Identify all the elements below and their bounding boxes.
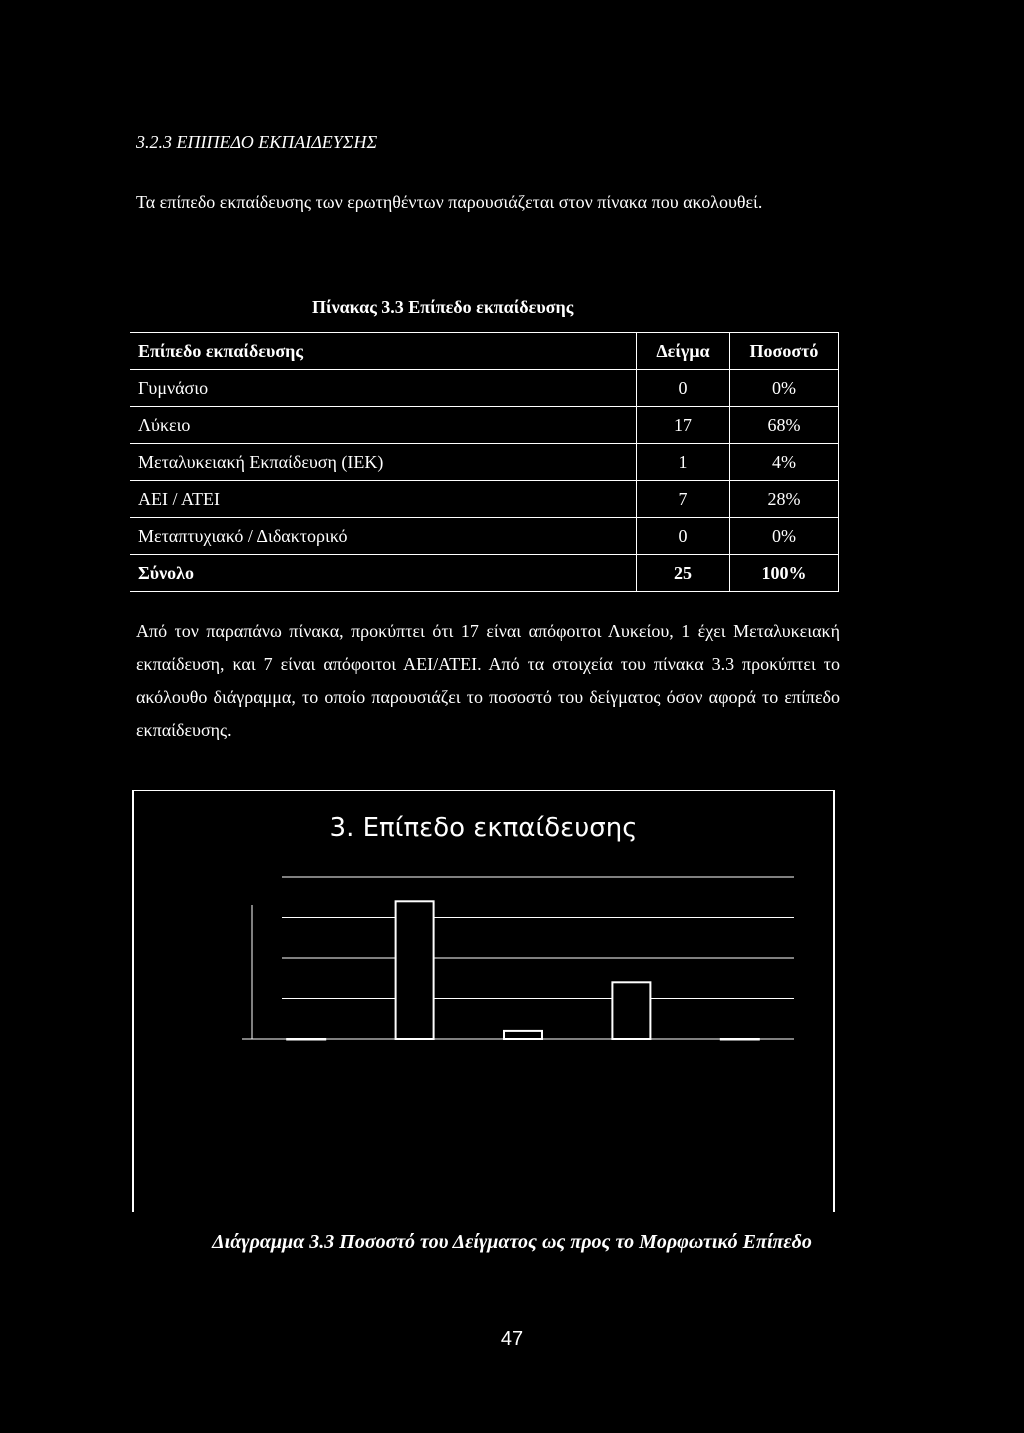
- bar: [287, 1039, 325, 1040]
- chart-title: 3. Επίπεδο εκπαίδευσης: [329, 813, 638, 843]
- total-percent: 100%: [730, 555, 839, 592]
- table-header-row: [130, 333, 839, 370]
- table-row: [130, 407, 839, 444]
- total-label: Σύνολο: [130, 555, 637, 592]
- bar-chart: [134, 791, 833, 1212]
- page-number: 47: [500, 1328, 524, 1350]
- row-percent: 4%: [730, 444, 839, 481]
- row-label: Μεταλυκειακή Εκπαίδευση (ΙΕΚ): [130, 444, 637, 481]
- row-percent: 0%: [730, 518, 839, 555]
- table-total-row: [130, 555, 839, 592]
- chart-frame: [132, 790, 835, 1212]
- table-row: [130, 481, 839, 518]
- chart-caption: Διάγραμμα 3.3 Ποσοστό του Δείγματος ως προς το Μορφωτικό Επίπεδο: [212, 1231, 812, 1253]
- row-sample: 17: [637, 407, 730, 444]
- analysis-paragraph: Από τον παραπάνω πίνακα, προκύπτει ότι 17 είναι απόφοιτοι Λυκείου, 1 έχει Μεταλυκειακή εκπαίδευση, και 7 είναι απόφοιτοι ΑΕΙ/ΑΤΕΙ. Από τα στοιχεία του πίνακα 3.3 προκύπτει το ακόλουθο διάγραμμα, το οποίο παρουσιάζει το ποσοστό του δείγματος όσον αφορά το επίπεδο εκπαίδευσης.: [136, 621, 840, 740]
- bar: [721, 1039, 759, 1040]
- bar: [612, 982, 650, 1039]
- row-sample: 7: [637, 481, 730, 518]
- table-row: [130, 370, 839, 407]
- section-heading: 3.2.3 ΕΠΙΠΕΔΟ ΕΚΠΑΙΔΕΥΣΗΣ: [136, 132, 378, 152]
- row-sample: 0: [637, 370, 730, 407]
- row-percent: 28%: [730, 481, 839, 518]
- education-table: [130, 332, 839, 592]
- row-percent: 0%: [730, 370, 839, 407]
- bar: [504, 1031, 542, 1039]
- table-caption: Πίνακας 3.3 Επίπεδο εκπαίδευσης: [312, 297, 574, 317]
- row-percent: 68%: [730, 407, 839, 444]
- row-sample: 1: [637, 444, 730, 481]
- header-sample: Δείγμα: [637, 333, 730, 370]
- row-label: ΑΕΙ / ΑΤΕΙ: [130, 481, 637, 518]
- table-row: [130, 518, 839, 555]
- header-percent: Ποσοστό: [730, 333, 839, 370]
- row-sample: 0: [637, 518, 730, 555]
- row-label: Μεταπτυχιακό / Διδακτορικό: [130, 518, 637, 555]
- bar: [396, 901, 434, 1039]
- intro-paragraph: Τα επίπεδο εκπαίδευσης των ερωτηθέντων παρουσιάζεται στον πίνακα που ακολουθεί.: [136, 192, 763, 212]
- header-level: Επίπεδο εκπαίδευσης: [130, 333, 637, 370]
- total-sample: 25: [637, 555, 730, 592]
- row-label: Λύκειο: [130, 407, 637, 444]
- row-label: Γυμνάσιο: [130, 370, 637, 407]
- table-row: [130, 444, 839, 481]
